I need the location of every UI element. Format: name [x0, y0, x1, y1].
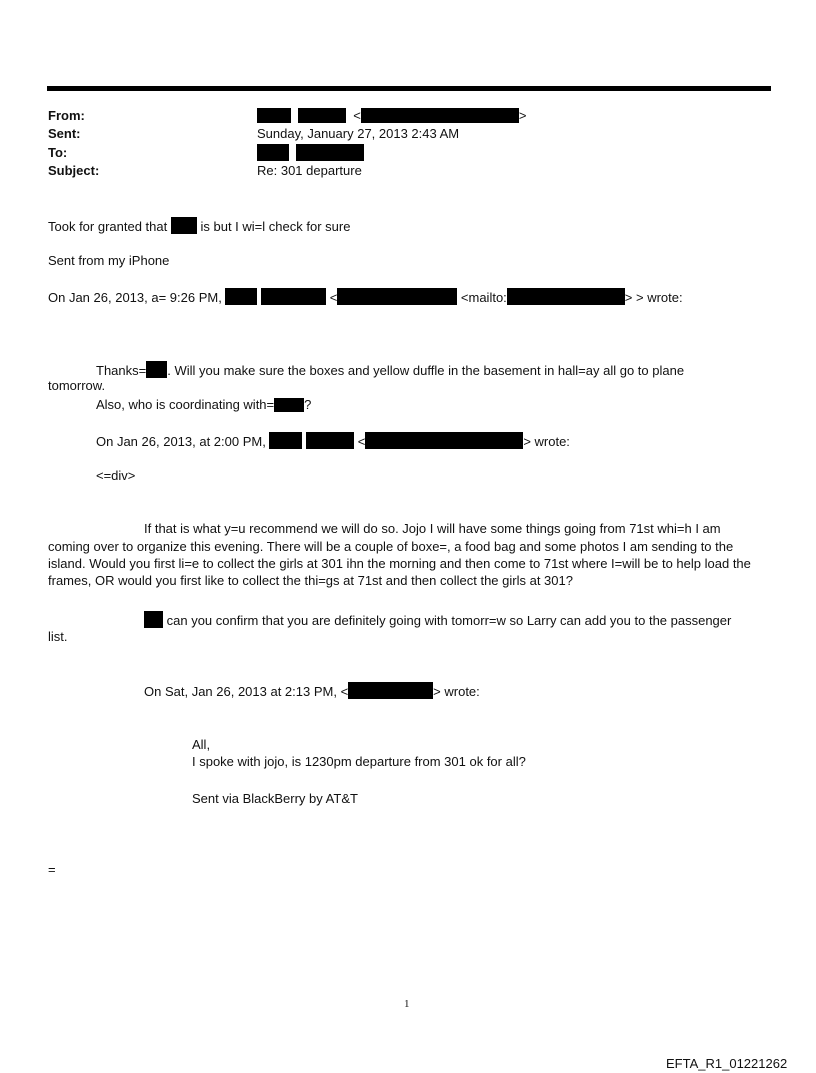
- text-fragment: . Will you make sure the boxes and yellow duffle in the basement in hall=ay all go to plane: [167, 363, 685, 378]
- tomorrow-line: tomorrow.: [48, 378, 106, 393]
- spoke-line: I spoke with jojo, is 1230pm departure from 301 ok for all?: [192, 754, 526, 769]
- redaction-block: [365, 432, 523, 449]
- quote-header-3: [144, 682, 480, 700]
- from-value: [257, 108, 526, 124]
- redaction-block: [225, 288, 257, 305]
- redaction-block: [257, 144, 289, 161]
- text-fragment: can you confirm that you are definitely going with tomorr=w so Larry can add you to the passenger: [166, 613, 732, 628]
- redaction-block: [337, 288, 457, 305]
- redaction-block: [171, 217, 197, 234]
- redaction-block: [146, 361, 167, 378]
- also-line: [96, 397, 311, 413]
- redaction-block: [257, 108, 291, 123]
- text-fragment: <: [329, 290, 338, 305]
- redaction-block: [261, 288, 326, 305]
- subject-value: Re: 301 departure: [257, 163, 362, 178]
- redaction-block: [269, 432, 302, 449]
- text-fragment: ?: [304, 397, 312, 412]
- redaction-block: [361, 108, 519, 123]
- text-fragment: <: [357, 434, 366, 449]
- page-number: 1: [404, 998, 410, 1010]
- from-label: From:: [48, 108, 85, 123]
- text-fragment: On Jan 26, 2013, at 2:00 PM,: [96, 434, 266, 449]
- text-fragment: > > wrote:: [624, 290, 683, 305]
- all-line: All,: [192, 737, 211, 752]
- quote-header-1: [48, 288, 683, 306]
- text-fragment: On Sat, Jan 26, 2013 at 2:13 PM, <: [144, 684, 349, 699]
- body-line-took: [48, 217, 350, 235]
- text-fragment: <mailto:: [460, 290, 507, 305]
- redaction-block: [296, 144, 364, 161]
- confirm-line: [144, 611, 731, 629]
- text-fragment: Also, who is coordinating with=: [96, 397, 275, 412]
- redaction-block: [274, 398, 304, 412]
- paragraph-first-line: If that is what y=u recommend we will do so. Jojo I will have some things going from 71st whi=h I am: [144, 521, 721, 536]
- sent-label: Sent:: [48, 126, 81, 141]
- from-gt: >: [518, 108, 527, 123]
- header-rule: [47, 86, 771, 91]
- redaction-block: [144, 611, 163, 628]
- from-lt: <: [353, 108, 361, 123]
- text-fragment: > wrote:: [523, 434, 570, 449]
- to-value: [257, 144, 364, 162]
- equals-sign: =: [48, 862, 56, 877]
- sent-from-iphone: Sent from my iPhone: [48, 253, 170, 268]
- bates-number: EFTA_R1_01221262: [666, 1056, 788, 1071]
- text-fragment: Thanks=: [96, 363, 147, 378]
- text-fragment: > wrote:: [433, 684, 480, 699]
- paragraph-body: coming over to organize this evening. There will be a couple of boxe=, a food bag and some photos I am sending to the island. Would you first li=e to collect the girls at 301 ihn the morning and then come to 71st where I=will be to help load the frames, OR would you first like to collect the thi=gs at 71st and then collect the girls at 301?: [48, 539, 751, 588]
- redaction-block: [348, 682, 433, 699]
- div-tag-line: <=div>: [96, 468, 136, 483]
- text-fragment: is but I wi=l check for sure: [200, 219, 351, 234]
- thanks-line: [96, 361, 684, 379]
- text-fragment: Took for granted that: [48, 219, 168, 234]
- subject-label: Subject:: [48, 163, 100, 178]
- redaction-block: [298, 108, 346, 123]
- quote-header-2: [96, 432, 570, 450]
- redaction-block: [507, 288, 625, 305]
- sent-value: Sunday, January 27, 2013 2:43 AM: [257, 126, 460, 141]
- blackberry-signature: Sent via BlackBerry by AT&T: [192, 791, 358, 806]
- list-line: list.: [48, 629, 68, 644]
- redaction-block: [306, 432, 354, 449]
- text-fragment: On Jan 26, 2013, a= 9:26 PM,: [48, 290, 222, 305]
- to-label: To:: [48, 145, 68, 160]
